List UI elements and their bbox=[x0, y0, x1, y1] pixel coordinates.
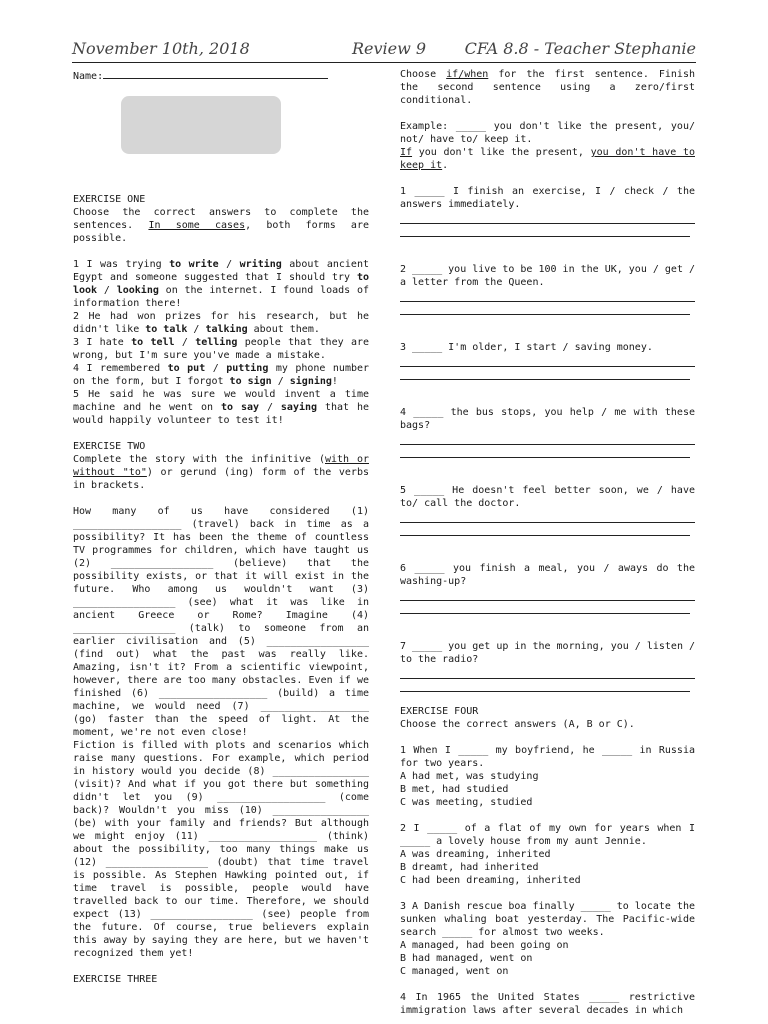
header-date: November 10th, 2018 bbox=[72, 39, 250, 58]
right-column bbox=[400, 68, 695, 1017]
header-rule bbox=[72, 62, 696, 63]
option[interactable]: saying bbox=[280, 402, 318, 413]
ex2-story-paragraph-1[interactable]: How many of us have considered (1) __________________ (travel) back in time as a possibility? It has been the theme of countless TV programmes for children, which have taught us (2) _________________ (believe) that the possibility exists, or that it will exist in the future. Who among us wouldn't want (3) _________________ (see) what it was like in ancient Greece or Rome? Imagine (4) _________________ (talk) to someone from an earlier civilisation and (5) _________________ (find out) what the past was really like. Amazing, isn't it? From a scientific viewpoint, however, there are too many obstacles. Even if we finished (6) __________________ (build) a time machine, we would need (7) __________________ (go) faster than the speed of light. At the moment, we're not even close! bbox=[73, 506, 369, 738]
answer-line[interactable] bbox=[400, 679, 690, 692]
name-label: Name: bbox=[73, 71, 104, 82]
answer-line[interactable] bbox=[400, 588, 695, 601]
ex3-item-text: 1 _____ I finish an exercise, I / check / the answers immediately. bbox=[400, 186, 695, 210]
answer-line[interactable] bbox=[400, 432, 695, 445]
option[interactable]: to put bbox=[167, 363, 206, 374]
option[interactable]: writing bbox=[239, 259, 282, 270]
ex4-option-a[interactable]: A had met, was studying bbox=[400, 771, 539, 782]
ex3-item-text: 3 _____ I'm older, I start / saving money. bbox=[400, 342, 653, 353]
answer-line[interactable] bbox=[400, 510, 695, 523]
ex4-question bbox=[400, 744, 695, 809]
option[interactable]: telling bbox=[195, 337, 238, 348]
ex4-question-stem: 2 I _____ of a flat of my own for years when I _____ a lovely house from my aunt Jennie. bbox=[400, 823, 695, 847]
ex3-item-text: 7 _____ you get up in the morning, you / listen / to the radio? bbox=[400, 641, 696, 665]
ex4-question-stem: 3 A Danish rescue boa finally _____ to locate the sunken whaling boat yesterday. The Pacific-wide search _____ for almost two weeks. bbox=[400, 901, 696, 938]
ex4-question-stem: 4 In 1965 the United States _____ restrictive immigration laws after several decades in which bbox=[400, 992, 695, 1016]
option[interactable]: looking bbox=[116, 285, 159, 296]
ex1-question-5: 5 He said he was sure we would invent a time machine and he went on to say / saying that he would happily volunteer to test it! bbox=[73, 389, 370, 426]
ex3-instructions: Choose if/when for the first sentence. Finish the second sentence using a zero/first conditional. bbox=[400, 69, 695, 106]
ex2-title: EXERCISE TWO bbox=[73, 441, 146, 452]
option[interactable]: talking bbox=[205, 324, 248, 335]
page-header bbox=[72, 40, 696, 66]
option[interactable]: signing bbox=[289, 376, 332, 387]
ex3-title: EXERCISE THREE bbox=[73, 974, 158, 985]
answer-line[interactable] bbox=[400, 211, 695, 224]
ex2-story-paragraph-2[interactable]: Fiction is filled with plots and scenarios which raise many questions. For example, which period in history would you decide (8) ________________ (visit)? And what if you got there but something didn't let you (9) __________________ (come back)? Wouldn't you miss (10) ________________ (be) with your family and friends? But although we might enjoy (11) __________________ (think) about the possibility, too many things make us (12) _________________ (doubt) that time travel is possible. As Stephen Hawking pointed out, if time travel is possible, people would have travelled back to our time. Therefore, we should expect (13) _________________ (see) people from the future. Of course, true believers explain this away by saying they are here, but we haven't recognized them yet! bbox=[73, 740, 369, 959]
answer-line[interactable] bbox=[400, 367, 690, 380]
ex3-item bbox=[400, 562, 695, 614]
ex3-item bbox=[400, 484, 695, 536]
header-course: CFA 8.8 - Teacher Stephanie bbox=[464, 39, 696, 58]
answer-line[interactable] bbox=[400, 224, 690, 237]
name-field[interactable] bbox=[73, 68, 369, 82]
ex3-item-text: 2 _____ you live to be 100 in the UK, you / get / a letter from the Queen. bbox=[400, 264, 696, 288]
ex1-question-4: 4 I remembered to put / putting my phone number on the form, but I forgot to sign / signing! bbox=[73, 363, 370, 387]
name-underline bbox=[103, 68, 328, 79]
ex4-question bbox=[400, 991, 695, 1017]
ex3-item-text: 5 _____ He doesn't feel better soon, we / have to/ call the doctor. bbox=[400, 485, 695, 509]
ex4-option-a[interactable]: A managed, had been going on bbox=[400, 940, 569, 951]
option[interactable]: to sign bbox=[229, 376, 272, 387]
answer-line[interactable] bbox=[400, 445, 690, 458]
ex3-item bbox=[400, 640, 695, 692]
ex1-question-2: 2 He had won prizes for his research, but he didn't like to talk / talking about them. bbox=[73, 311, 369, 335]
header-review: Review 9 bbox=[352, 39, 427, 58]
ex3-example-answer: If you don't like the present, you don't have to keep it. bbox=[400, 147, 695, 171]
ex4-question bbox=[400, 822, 695, 887]
ex4-question-stem: 1 When I _____ my boyfriend, he _____ in Russia for two years. bbox=[400, 745, 695, 769]
answer-line[interactable] bbox=[400, 601, 690, 614]
ex4-option-c[interactable]: C managed, went on bbox=[400, 966, 509, 977]
ex4-option-b[interactable]: B had managed, went on bbox=[400, 953, 533, 964]
ex4-option-b[interactable]: B dreamt, had inherited bbox=[400, 862, 539, 873]
ex3-example: Example: _____ you don't like the present, you/ not/ have to/ keep it. bbox=[400, 121, 695, 145]
ex1-question-1: 1 I was trying to write / writing about ancient Egypt and someone suggested that I should try to look / looking on the internet. I found loads of information there! bbox=[73, 259, 370, 309]
option[interactable]: to write bbox=[169, 259, 219, 270]
ex4-option-c[interactable]: C was meeting, studied bbox=[400, 797, 533, 808]
ex1-question-3: 3 I hate to tell / telling people that they are wrong, but I'm sure you've made a mistake. bbox=[73, 337, 370, 361]
ex4-title: EXERCISE FOUR bbox=[400, 706, 479, 717]
ex3-item bbox=[400, 406, 695, 458]
ex4-instructions: Choose the correct answers (A, B or C). bbox=[400, 719, 635, 730]
ex3-item bbox=[400, 263, 695, 315]
option[interactable]: to talk bbox=[145, 324, 188, 335]
option[interactable]: putting bbox=[226, 363, 269, 374]
ex4-question bbox=[400, 900, 695, 978]
ex1-instructions: Choose the correct answers to complete the sentences. In some cases, both forms are possible. bbox=[73, 207, 369, 244]
ex4-option-a[interactable]: A was dreaming, inherited bbox=[400, 849, 551, 860]
ex4-option-c[interactable]: C had been dreaming, inherited bbox=[400, 875, 581, 886]
left-column bbox=[73, 68, 369, 986]
answer-line[interactable] bbox=[400, 302, 690, 315]
option[interactable]: to look bbox=[73, 272, 369, 296]
option[interactable]: to tell bbox=[131, 337, 175, 348]
ex1-title: EXERCISE ONE bbox=[73, 194, 146, 205]
ex3-item-text: 4 _____ the bus stops, you help / me with these bags? bbox=[400, 407, 695, 431]
answer-line[interactable] bbox=[400, 289, 695, 302]
grade-box bbox=[121, 96, 281, 154]
ex3-item bbox=[400, 185, 695, 237]
ex3-item bbox=[400, 341, 695, 380]
answer-line[interactable] bbox=[400, 666, 695, 679]
ex4-option-b[interactable]: B met, had studied bbox=[400, 784, 509, 795]
answer-line[interactable] bbox=[400, 354, 695, 367]
option[interactable]: to say bbox=[221, 402, 260, 413]
answer-line[interactable] bbox=[400, 523, 690, 536]
ex3-item-text: 6 _____ you finish a meal, you / aways do the washing-up? bbox=[400, 563, 695, 587]
ex2-instructions: Complete the story with the infinitive (with or without "to") or gerund (ing) form of the verbs in brackets. bbox=[73, 454, 369, 491]
